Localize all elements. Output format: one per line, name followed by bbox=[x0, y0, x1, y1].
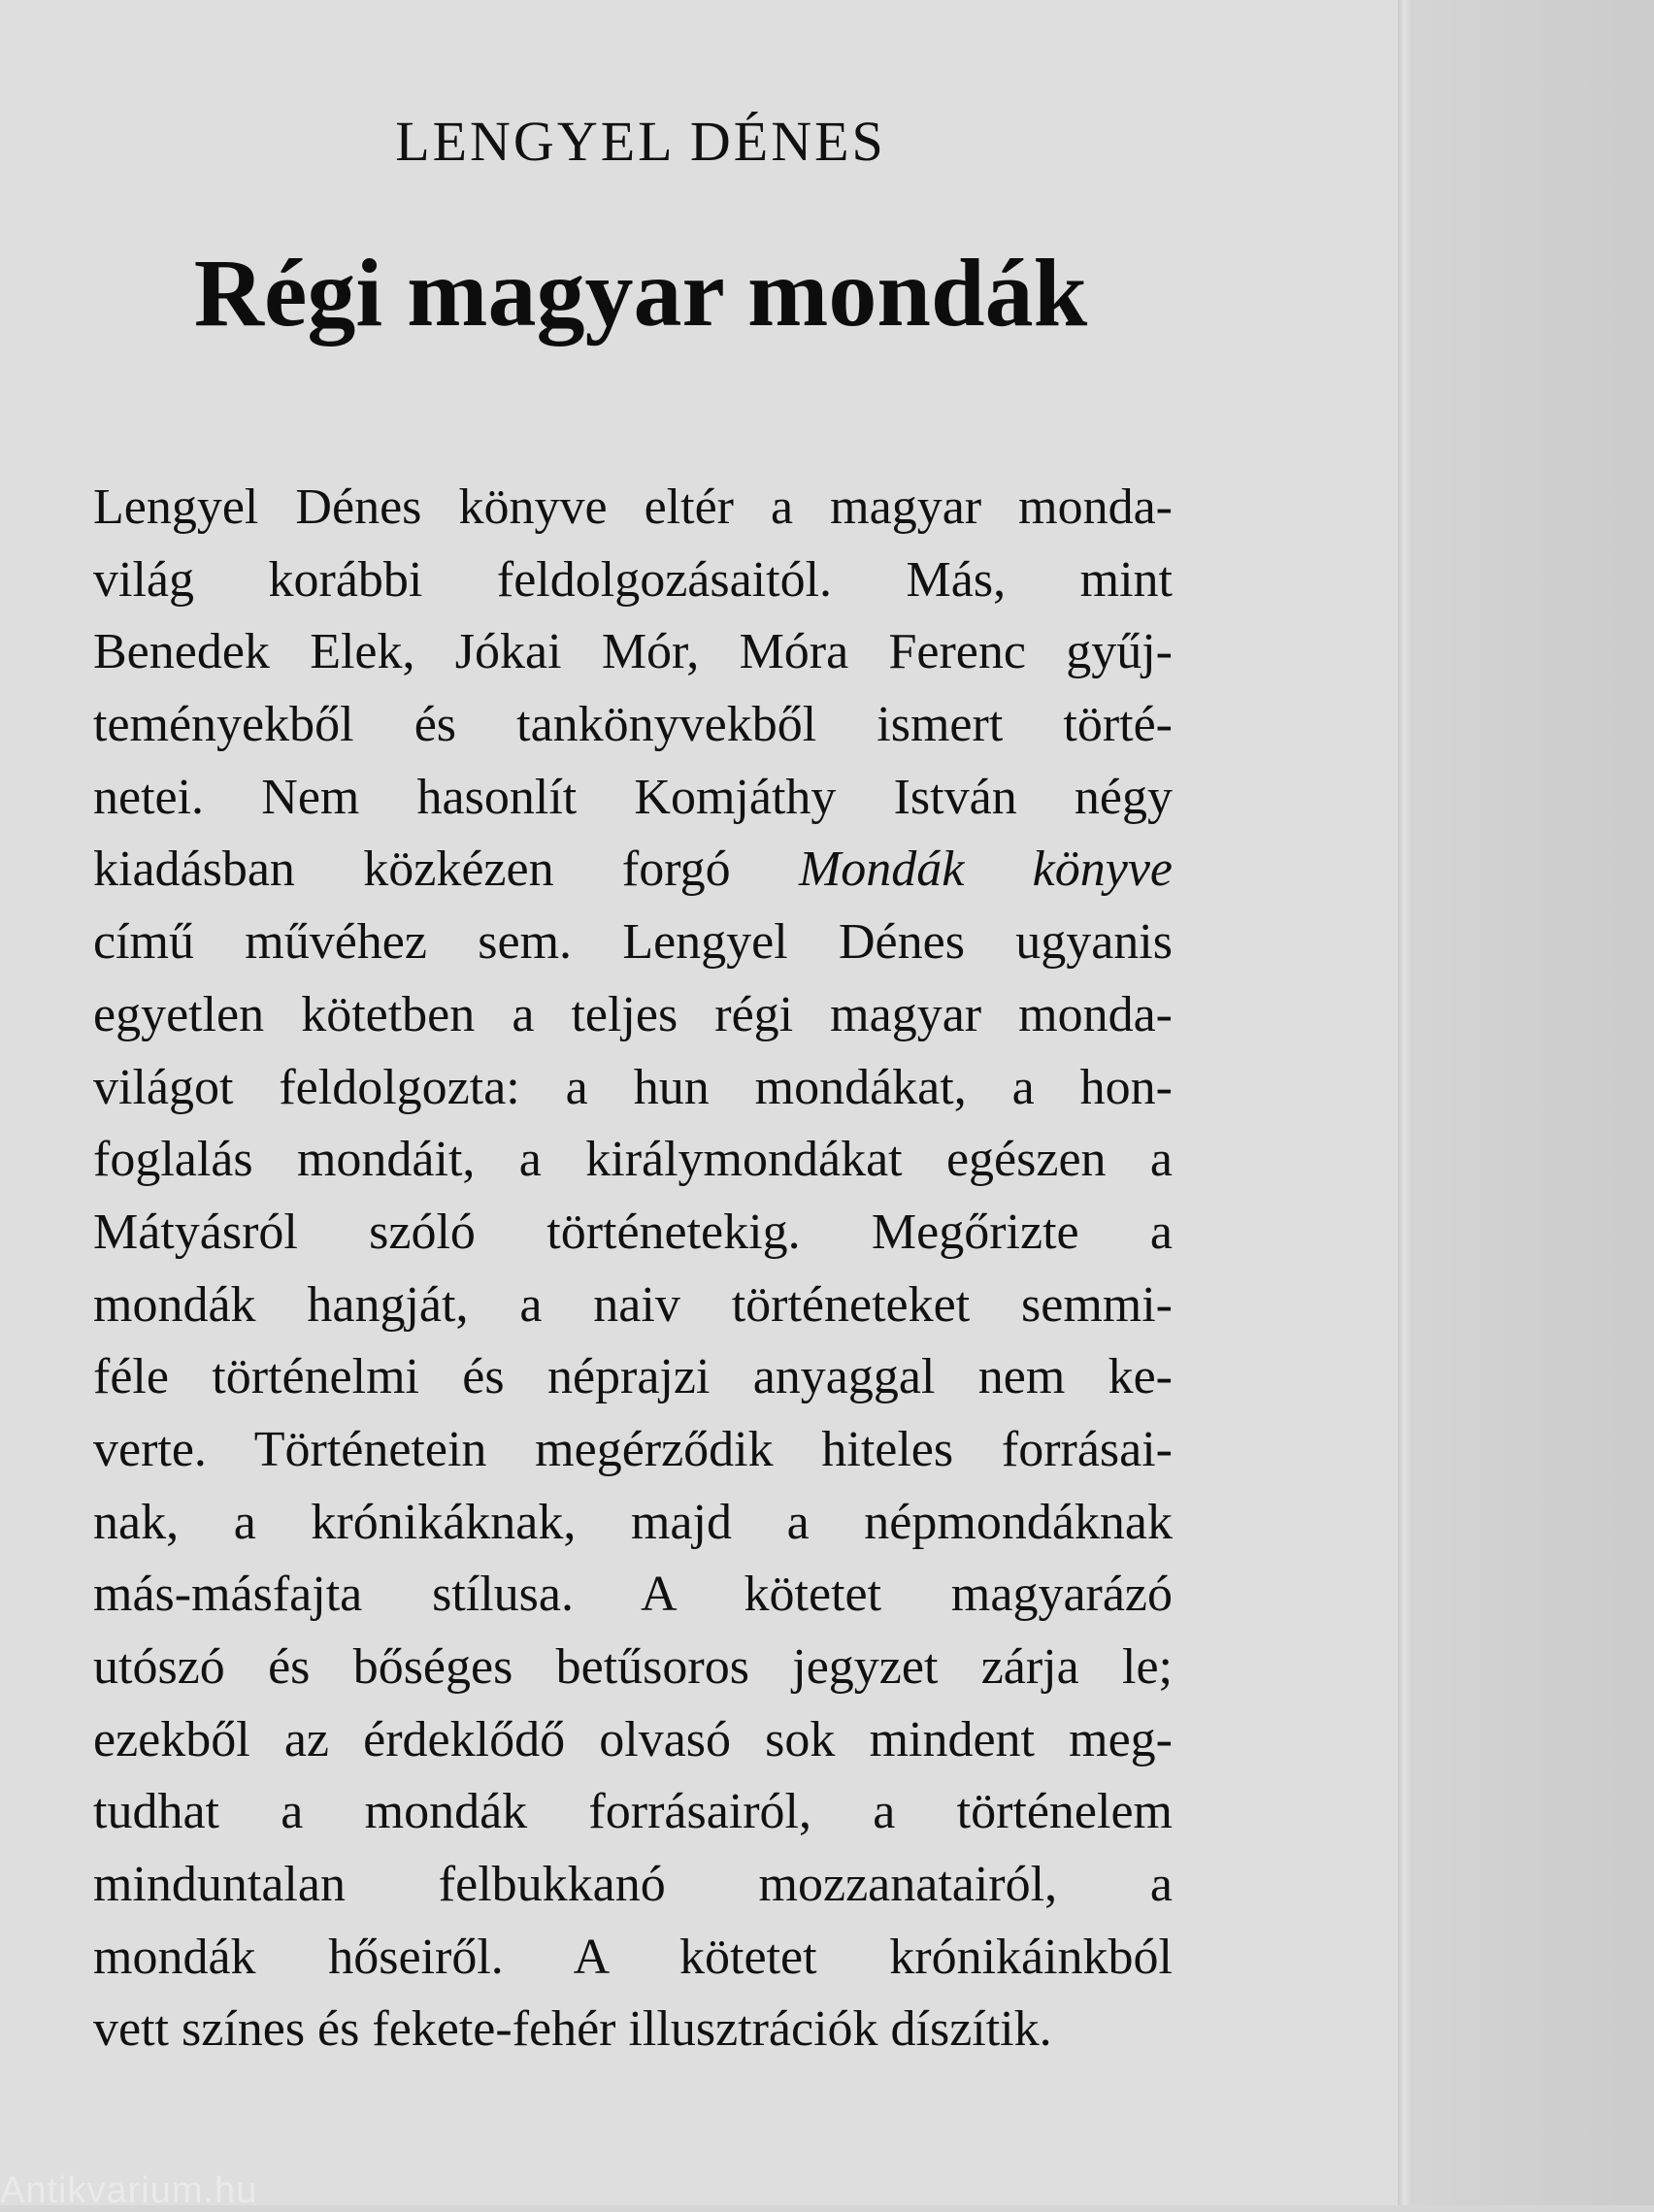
text-line: című művéhez sem. Lengyel Dénes ugyanis bbox=[93, 914, 1173, 971]
text-line: foglalás mondáit, a királymondákat egészen a bbox=[93, 1132, 1173, 1188]
text-line: egyetlen kötetben a teljes régi magyar monda- bbox=[93, 986, 1173, 1042]
book-title: Régi magyar mondák bbox=[193, 239, 1088, 347]
text-line: teményekből és tankönyvekből ismert törté- bbox=[93, 697, 1173, 753]
scan-margin bbox=[1413, 0, 1654, 2205]
author-name: LENGYEL DÉNES bbox=[395, 110, 886, 173]
text-line: Lengyel Dénes könyve eltér a magyar monda- bbox=[93, 479, 1173, 535]
book-reference-title: Mondák könyve bbox=[798, 842, 1174, 898]
text-line: tudhat a mondák forrásairól, a történelem bbox=[93, 1784, 1173, 1840]
text-line: mondák hangját, a naiv történeteket semmi- bbox=[93, 1276, 1173, 1333]
text-line: vett színes és fekete-fehér illusztrációk díszítik. bbox=[93, 2001, 1052, 2058]
text-line: világ korábbi feldolgozásaitól. Más, mint bbox=[93, 551, 1173, 608]
text-line: világot feldolgozta: a hun mondákat, a hon- bbox=[93, 1059, 1173, 1115]
text-line: ezekből az érdeklődő olvasó sok mindent meg- bbox=[93, 1711, 1173, 1767]
text-line: mondák hőseiről. A kötetet krónikáinkból bbox=[93, 1929, 1173, 1985]
text-line: minduntalan felbukkanó mozzanatairól, a bbox=[93, 1857, 1173, 1913]
text-line: Mátyásról szóló történetekig. Megőrizte a bbox=[93, 1204, 1173, 1260]
text-line: netei. Nem hasonlít Komjáthy István négy bbox=[93, 769, 1173, 825]
watermark: Antikvarium.hu bbox=[0, 2170, 258, 2211]
book-description bbox=[93, 472, 1173, 2066]
page-edge bbox=[1398, 0, 1413, 2205]
text-line: utószó és bőséges betűsoros jegyzet zárja le; bbox=[93, 1639, 1173, 1695]
text-line: Benedek Elek, Jókai Mór, Móra Ferenc gyűj- bbox=[93, 624, 1173, 680]
text-line: nak, a krónikáknak, majd a népmondáknak bbox=[93, 1494, 1173, 1550]
text-line: féle történelmi és néprajzi anyaggal nem ke- bbox=[93, 1349, 1173, 1405]
text-line bbox=[93, 834, 1173, 907]
text-line: más-másfajta stílusa. A kötetet magyarázó bbox=[93, 1567, 1173, 1623]
text-segment: kiadásban közkézen forgó bbox=[93, 842, 731, 898]
text-line: verte. Történetein megérződik hiteles forrásai- bbox=[93, 1421, 1173, 1477]
